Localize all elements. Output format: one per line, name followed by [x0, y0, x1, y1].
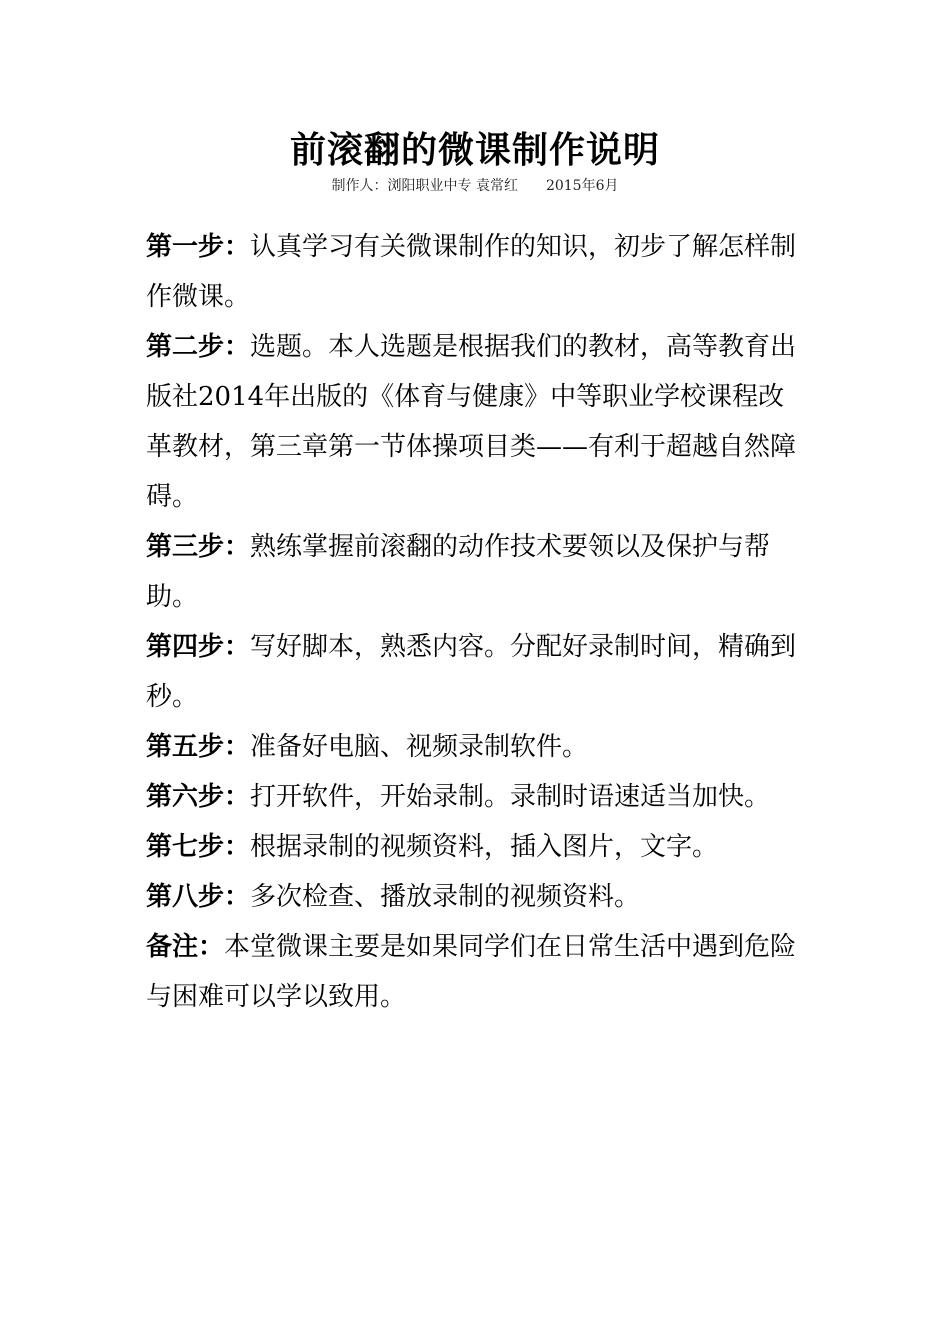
- remark-label: 备注：: [146, 932, 225, 962]
- step-label: 第二步：: [146, 332, 251, 362]
- step-5: [146, 722, 810, 772]
- step-text: 熟练掌握前滚翻的动作技术要领以及保护与帮助。: [146, 532, 771, 612]
- step-2: [146, 322, 810, 522]
- step-text: 根据录制的视频资料，插入图片，文字。: [250, 832, 719, 862]
- byline-date: 2015年6月: [545, 178, 619, 194]
- step-text: 写好脚本，熟悉内容。分配好录制时间，精确到秒。: [146, 632, 797, 712]
- step-8: [146, 872, 810, 922]
- step-text: 打开软件，开始录制。录制时语速适当加快。: [250, 782, 771, 812]
- step-text: 准备好电脑、视频录制软件。: [250, 732, 589, 762]
- step-label: 第三步：: [146, 532, 251, 562]
- step-6: [146, 772, 810, 822]
- step-text: 认真学习有关微课制作的知识，初步了解怎样制作微课。: [146, 232, 797, 312]
- step-3: [146, 522, 810, 622]
- step-label: 第八步：: [146, 882, 251, 912]
- document-body: [146, 222, 810, 1022]
- step-7: [146, 822, 810, 872]
- step-label: 第四步：: [146, 632, 251, 662]
- step-label: 第五步：: [146, 732, 251, 762]
- remark-text: 本堂微课主要是如果同学们在日常生活中遇到危险与困难可以学以致用。: [146, 932, 797, 1012]
- step-text: 选题。本人选题是根据我们的教材，高等教育出版社2014年出版的《体育与健康》中等职业学校课程改革教材，第三章第一节体操项目类——有利于超越自然障碍。: [146, 332, 797, 512]
- step-label: 第七步：: [146, 832, 251, 862]
- step-text: 多次检查、播放录制的视频资料。: [250, 882, 641, 912]
- step-4: [146, 622, 810, 722]
- step-label: 第六步：: [146, 782, 251, 812]
- byline: [0, 176, 950, 196]
- page-title: 前滚翻的微课制作说明: [289, 129, 660, 171]
- remark: [146, 922, 810, 1022]
- step-label: 第一步：: [146, 232, 251, 262]
- step-1: [146, 222, 810, 322]
- byline-author: 制作人：浏阳职业中专 袁常红: [331, 178, 518, 194]
